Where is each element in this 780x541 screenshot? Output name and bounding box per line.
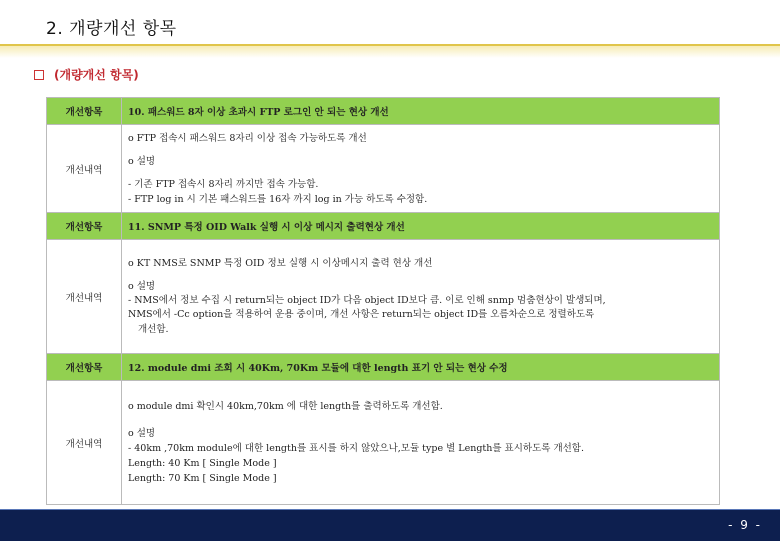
item-header-value: 11. SNMP 특정 OID Walk 실행 시 이상 메시지 출력현상 개선 [122,213,720,240]
detail-line: - 40km ,70km module에 대한 length를 표시를 하지 않았으나,모듈 type 별 Length를 표시하도록 개선함. [128,443,584,454]
item-header-value: 10. 패스워드 8자 이상 초과시 FTP 로그인 안 되는 현상 개선 [122,98,720,125]
detail-line: o 설명 [128,281,156,292]
checkbox-bullet-icon [34,70,44,80]
item-header-key: 개선항목 [47,354,122,381]
detail-line: NMS에서 -Cc option을 적용하여 운용 중이며, 개선 사항은 return되는 object ID를 오름차순으로 정렬하도록 [128,309,595,320]
item-header-row [47,213,720,240]
item-detail-key: 개선내역 [47,240,122,354]
title-underline [0,44,780,58]
detail-line: o module dmi 확인시 40km,70km 에 대한 length를 출력하도록 개선함. [128,401,443,412]
item-detail-content [122,125,720,213]
detail-line: Length: 70 Km [ Single Mode ] [128,473,277,484]
item-detail-row [47,125,720,213]
item-detail-key: 개선내역 [47,381,122,505]
item-detail-row [47,381,720,505]
item-detail-key: 개선내역 [47,125,122,213]
item-header-row [47,354,720,381]
page-title: 2. 개량개선 항목 [46,19,177,39]
detail-line: - FTP log in 시 기본 패스워드를 16자 까지 log in 가능 하도록 수정함. [128,193,428,205]
detail-line: 개선함. [138,324,169,335]
detail-line: - NMS에서 정보 수집 시 return되는 object ID가 다음 object ID보다 큼. 이로 인해 snmp 멈춤현상이 발생되며, [128,295,606,306]
page-number: - 9 - [728,518,762,532]
item-header-value: 12. module dmi 조회 시 40Km, 70Km 모듈에 대한 length 표기 안 되는 현상 수정 [122,354,720,381]
section-heading [34,66,139,83]
item-header-key: 개선항목 [47,213,122,240]
item-detail-row [47,240,720,354]
item-header-row [47,98,720,125]
improvement-table [46,97,720,505]
detail-line: o KT NMS로 SNMP 특정 OID 정보 실행 시 이상메시지 출력 현상 개선 [128,258,433,269]
item-header-key: 개선항목 [47,98,122,125]
detail-line: o FTP 접속시 패스워드 8자리 이상 접속 가능하도록 개선 [128,132,367,144]
detail-line: o 설명 [128,428,156,439]
detail-line: - 기존 FTP 접속시 8자리 까지만 접속 가능함. [128,178,319,190]
item-detail-content [122,240,720,354]
detail-line: Length: 40 Km [ Single Mode ] [128,458,277,469]
section-label: (개량개선 항목) [54,68,139,82]
detail-line: o 설명 [128,155,156,167]
item-detail-content [122,381,720,505]
footer-bar [0,509,780,541]
